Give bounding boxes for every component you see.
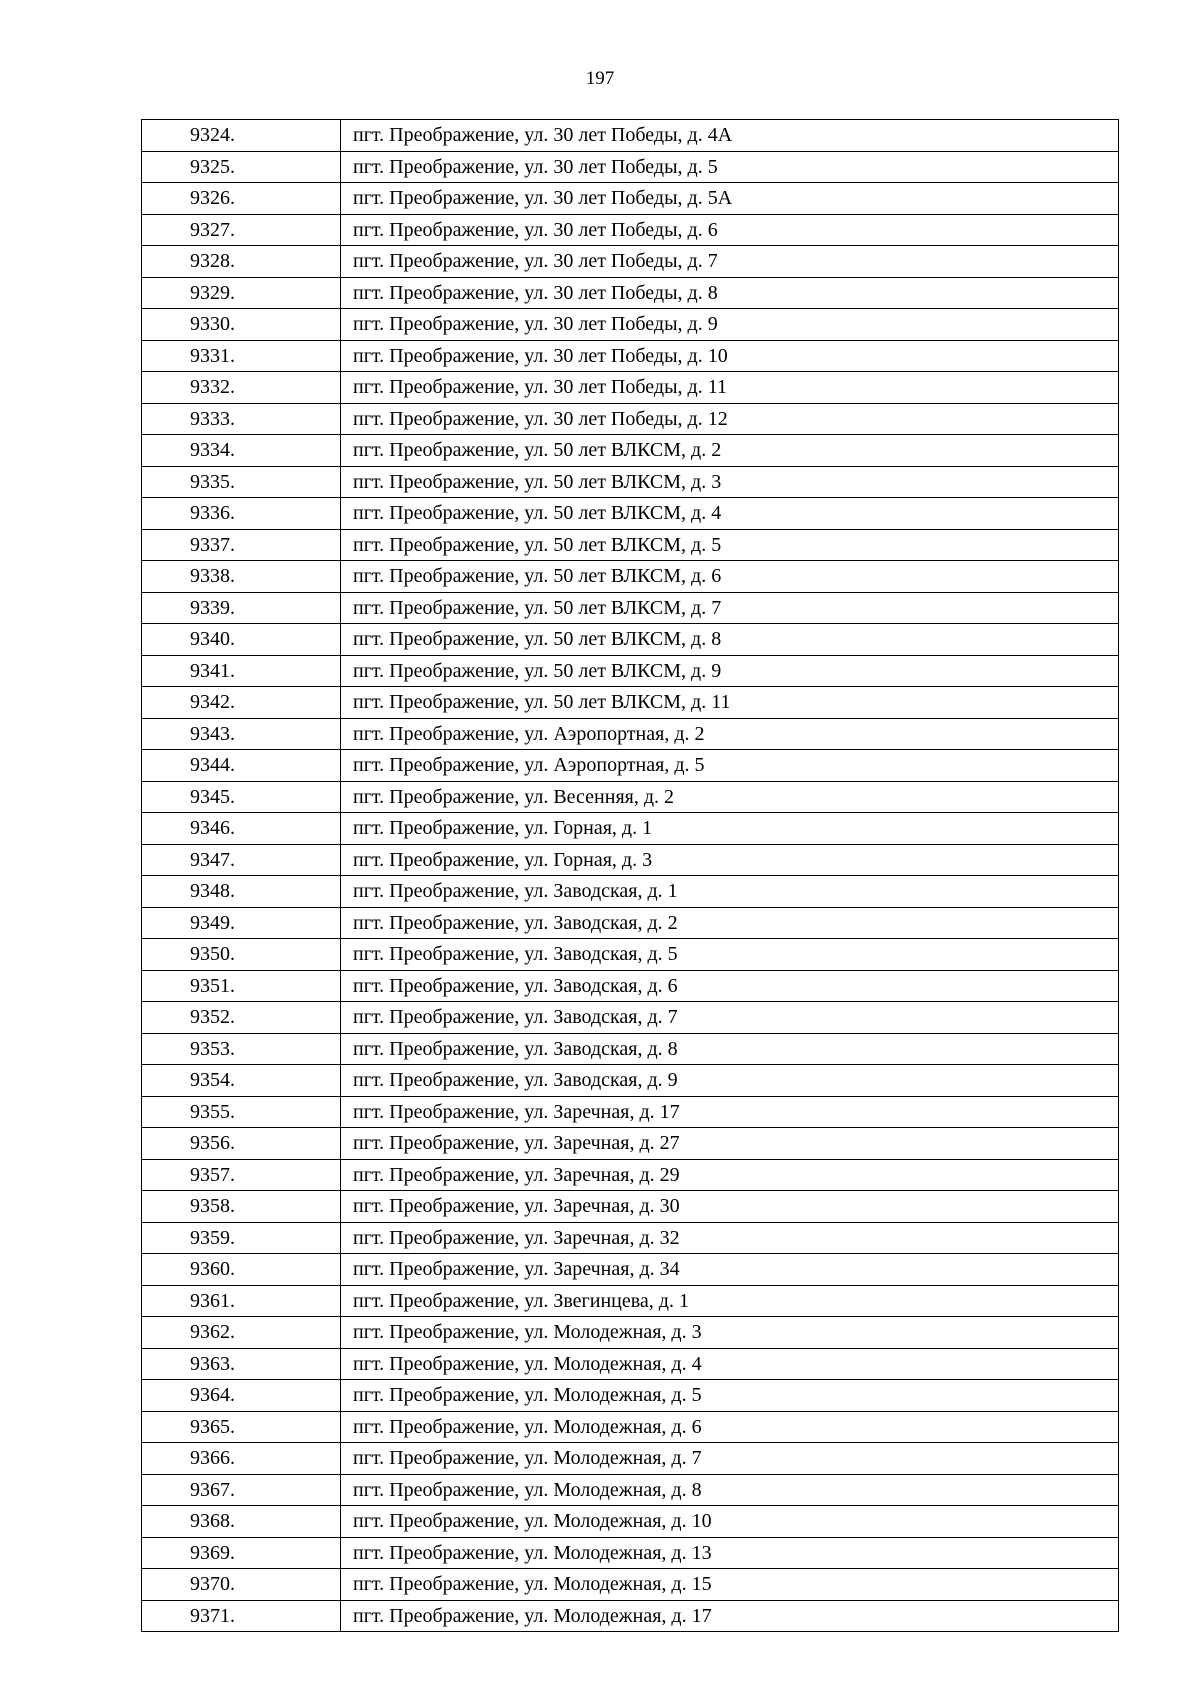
table-row	[142, 246, 1119, 278]
page-number: 197	[585, 68, 615, 89]
row-number: 9359.	[142, 1222, 341, 1254]
table-row	[142, 1348, 1119, 1380]
table-row	[142, 655, 1119, 687]
row-address: пгт. Преображение, ул. Звегинцева, д. 1	[341, 1285, 1119, 1317]
row-number: 9327.	[142, 214, 341, 246]
row-number: 9338.	[142, 561, 341, 593]
row-address: пгт. Преображение, ул. 30 лет Победы, д. 7	[341, 246, 1119, 278]
row-number: 9360.	[142, 1254, 341, 1286]
row-number: 9356.	[142, 1128, 341, 1160]
row-number: 9366.	[142, 1443, 341, 1475]
table-row	[142, 529, 1119, 561]
row-number: 9326.	[142, 183, 341, 215]
table-row	[142, 624, 1119, 656]
row-address: пгт. Преображение, ул. Горная, д. 1	[341, 813, 1119, 845]
row-address: пгт. Преображение, ул. Заречная, д. 17	[341, 1096, 1119, 1128]
row-address: пгт. Преображение, ул. 30 лет Победы, д. 9	[341, 309, 1119, 341]
table-row	[142, 970, 1119, 1002]
row-address: пгт. Преображение, ул. 30 лет Победы, д. 8	[341, 277, 1119, 309]
row-number: 9347.	[142, 844, 341, 876]
row-number: 9352.	[142, 1002, 341, 1034]
table-row	[142, 466, 1119, 498]
table-row	[142, 1285, 1119, 1317]
row-number: 9336.	[142, 498, 341, 530]
table-row	[142, 750, 1119, 782]
row-number: 9341.	[142, 655, 341, 687]
row-address: пгт. Преображение, ул. 50 лет ВЛКСМ, д. 6	[341, 561, 1119, 593]
row-address: пгт. Преображение, ул. Заводская, д. 9	[341, 1065, 1119, 1097]
table-row	[142, 1065, 1119, 1097]
row-address: пгт. Преображение, ул. Заводская, д. 1	[341, 876, 1119, 908]
table-row	[142, 214, 1119, 246]
row-address: пгт. Преображение, ул. Молодежная, д. 10	[341, 1506, 1119, 1538]
row-number: 9324.	[142, 120, 341, 152]
row-number: 9331.	[142, 340, 341, 372]
table-row	[142, 1159, 1119, 1191]
row-address: пгт. Преображение, ул. Горная, д. 3	[341, 844, 1119, 876]
row-address: пгт. Преображение, ул. 50 лет ВЛКСМ, д. 11	[341, 687, 1119, 719]
row-number: 9355.	[142, 1096, 341, 1128]
row-address: пгт. Преображение, ул. Заречная, д. 30	[341, 1191, 1119, 1223]
row-address: пгт. Преображение, ул. Заречная, д. 27	[341, 1128, 1119, 1160]
table-row	[142, 1569, 1119, 1601]
row-address: пгт. Преображение, ул. Заречная, д. 32	[341, 1222, 1119, 1254]
row-number: 9329.	[142, 277, 341, 309]
address-table-body	[142, 120, 1119, 1632]
table-row	[142, 844, 1119, 876]
row-number: 9357.	[142, 1159, 341, 1191]
table-row	[142, 435, 1119, 467]
row-address: пгт. Преображение, ул. Заводская, д. 6	[341, 970, 1119, 1002]
table-row	[142, 561, 1119, 593]
row-address: пгт. Преображение, ул. Аэропортная, д. 2	[341, 718, 1119, 750]
row-number: 9350.	[142, 939, 341, 971]
row-number: 9364.	[142, 1380, 341, 1412]
row-address: пгт. Преображение, ул. 50 лет ВЛКСМ, д. 7	[341, 592, 1119, 624]
row-address: пгт. Преображение, ул. Молодежная, д. 6	[341, 1411, 1119, 1443]
table-row	[142, 1537, 1119, 1569]
row-number: 9330.	[142, 309, 341, 341]
table-row	[142, 1002, 1119, 1034]
row-address: пгт. Преображение, ул. 50 лет ВЛКСМ, д. 8	[341, 624, 1119, 656]
table-row	[142, 813, 1119, 845]
row-address: пгт. Преображение, ул. Весенняя, д. 2	[341, 781, 1119, 813]
table-row	[142, 1128, 1119, 1160]
row-address: пгт. Преображение, ул. Молодежная, д. 4	[341, 1348, 1119, 1380]
table-row	[142, 1096, 1119, 1128]
row-number: 9344.	[142, 750, 341, 782]
row-address: пгт. Преображение, ул. 30 лет Победы, д. 6	[341, 214, 1119, 246]
table-row	[142, 277, 1119, 309]
row-address: пгт. Преображение, ул. Молодежная, д. 5	[341, 1380, 1119, 1412]
table-row	[142, 403, 1119, 435]
table-row	[142, 781, 1119, 813]
table-row	[142, 876, 1119, 908]
row-number: 9371.	[142, 1600, 341, 1632]
row-address: пгт. Преображение, ул. 30 лет Победы, д. 10	[341, 340, 1119, 372]
row-address: пгт. Преображение, ул. 30 лет Победы, д. 5	[341, 151, 1119, 183]
row-number: 9367.	[142, 1474, 341, 1506]
table-row	[142, 907, 1119, 939]
row-address: пгт. Преображение, ул. 30 лет Победы, д. 4А	[341, 120, 1119, 152]
row-address: пгт. Преображение, ул. 30 лет Победы, д. 11	[341, 372, 1119, 404]
row-number: 9351.	[142, 970, 341, 1002]
table-row	[142, 183, 1119, 215]
row-number: 9353.	[142, 1033, 341, 1065]
row-address: пгт. Преображение, ул. 50 лет ВЛКСМ, д. 3	[341, 466, 1119, 498]
row-address: пгт. Преображение, ул. Молодежная, д. 7	[341, 1443, 1119, 1475]
row-address: пгт. Преображение, ул. Молодежная, д. 3	[341, 1317, 1119, 1349]
row-address: пгт. Преображение, ул. 50 лет ВЛКСМ, д. 4	[341, 498, 1119, 530]
table-row	[142, 1380, 1119, 1412]
row-address: пгт. Преображение, ул. Молодежная, д. 17	[341, 1600, 1119, 1632]
row-address: пгт. Преображение, ул. Заречная, д. 34	[341, 1254, 1119, 1286]
table-row	[142, 1506, 1119, 1538]
row-number: 9332.	[142, 372, 341, 404]
table-row	[142, 592, 1119, 624]
row-address: пгт. Преображение, ул. 50 лет ВЛКСМ, д. 5	[341, 529, 1119, 561]
row-number: 9365.	[142, 1411, 341, 1443]
table-row	[142, 1191, 1119, 1223]
row-address: пгт. Преображение, ул. Заводская, д. 2	[341, 907, 1119, 939]
row-number: 9362.	[142, 1317, 341, 1349]
row-number: 9358.	[142, 1191, 341, 1223]
row-number: 9345.	[142, 781, 341, 813]
table-row	[142, 939, 1119, 971]
row-number: 9346.	[142, 813, 341, 845]
row-address: пгт. Преображение, ул. Заводская, д. 7	[341, 1002, 1119, 1034]
row-number: 9328.	[142, 246, 341, 278]
table-row	[142, 1443, 1119, 1475]
table-row	[142, 1222, 1119, 1254]
row-number: 9361.	[142, 1285, 341, 1317]
row-number: 9339.	[142, 592, 341, 624]
row-number: 9369.	[142, 1537, 341, 1569]
row-number: 9368.	[142, 1506, 341, 1538]
address-table	[141, 119, 1119, 1632]
row-address: пгт. Преображение, ул. Молодежная, д. 15	[341, 1569, 1119, 1601]
row-number: 9337.	[142, 529, 341, 561]
table-row	[142, 498, 1119, 530]
row-number: 9335.	[142, 466, 341, 498]
table-row	[142, 1317, 1119, 1349]
table-row	[142, 1600, 1119, 1632]
row-number: 9349.	[142, 907, 341, 939]
table-row	[142, 1033, 1119, 1065]
table-row	[142, 372, 1119, 404]
row-number: 9333.	[142, 403, 341, 435]
table-row	[142, 151, 1119, 183]
row-number: 9334.	[142, 435, 341, 467]
row-address: пгт. Преображение, ул. 30 лет Победы, д. 12	[341, 403, 1119, 435]
row-number: 9342.	[142, 687, 341, 719]
row-number: 9348.	[142, 876, 341, 908]
table-row	[142, 1474, 1119, 1506]
row-address: пгт. Преображение, ул. Заводская, д. 8	[341, 1033, 1119, 1065]
row-number: 9343.	[142, 718, 341, 750]
row-address: пгт. Преображение, ул. Аэропортная, д. 5	[341, 750, 1119, 782]
row-address: пгт. Преображение, ул. 30 лет Победы, д. 5А	[341, 183, 1119, 215]
table-row	[142, 718, 1119, 750]
row-number: 9325.	[142, 151, 341, 183]
row-number: 9340.	[142, 624, 341, 656]
table-row	[142, 340, 1119, 372]
table-row	[142, 309, 1119, 341]
row-address: пгт. Преображение, ул. 50 лет ВЛКСМ, д. 2	[341, 435, 1119, 467]
row-address: пгт. Преображение, ул. Заводская, д. 5	[341, 939, 1119, 971]
table-row	[142, 1411, 1119, 1443]
row-number: 9370.	[142, 1569, 341, 1601]
row-number: 9363.	[142, 1348, 341, 1380]
table-row	[142, 1254, 1119, 1286]
table-row	[142, 687, 1119, 719]
table-row	[142, 120, 1119, 152]
row-address: пгт. Преображение, ул. Молодежная, д. 13	[341, 1537, 1119, 1569]
row-address: пгт. Преображение, ул. 50 лет ВЛКСМ, д. 9	[341, 655, 1119, 687]
row-address: пгт. Преображение, ул. Молодежная, д. 8	[341, 1474, 1119, 1506]
row-address: пгт. Преображение, ул. Заречная, д. 29	[341, 1159, 1119, 1191]
row-number: 9354.	[142, 1065, 341, 1097]
